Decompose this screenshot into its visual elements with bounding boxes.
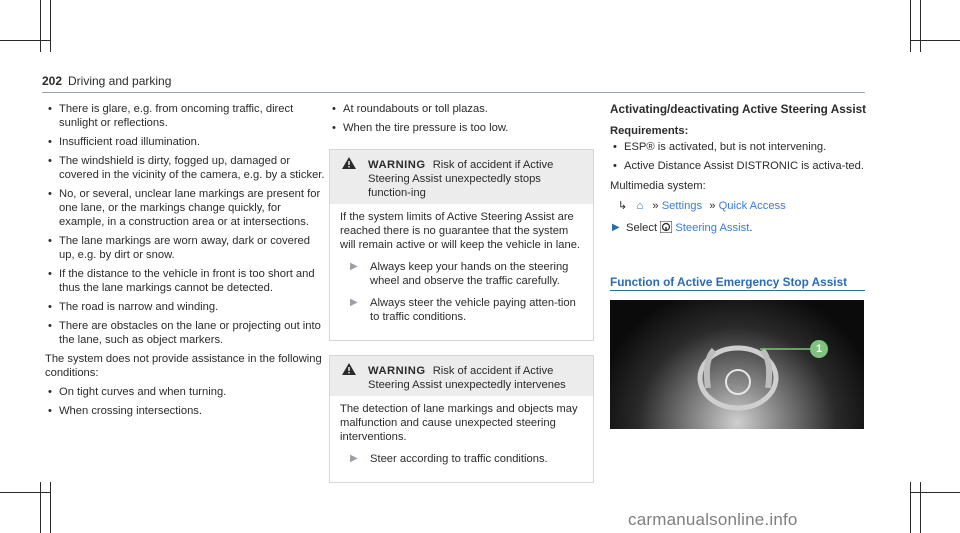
column-1 xyxy=(45,102,327,423)
section-heading: Activating/deactivating Active Steering Assist xyxy=(610,102,867,116)
heading-rule xyxy=(610,290,865,291)
double-chevron-icon: » xyxy=(709,200,716,212)
warning-body xyxy=(330,204,593,340)
warning-triangle-icon xyxy=(342,157,356,173)
list-item: • When the tire pressure is too low. xyxy=(332,122,509,134)
crop-mark xyxy=(910,40,960,41)
section-title: Driving and parking xyxy=(68,74,172,88)
list-item: • There is glare, e.g. from oncoming traffic, direct sunlight or reflections. xyxy=(48,103,294,129)
list-item: • The lane markings are worn away, dark or covered up, e.g. by dirt or snow. xyxy=(48,235,311,261)
no-assist-list xyxy=(45,385,327,418)
warning-text: The detection of lane markings and objects may malfunction and cause unexpected steering interventions. xyxy=(340,403,578,443)
steering-assist-icon xyxy=(660,222,675,234)
list-item: • ESP® is activated, but is not intervening. xyxy=(613,141,827,153)
double-chevron-icon: » xyxy=(652,200,659,212)
return-arrow-icon: ↳ xyxy=(618,200,628,212)
menu-path xyxy=(618,199,870,213)
warning-label: WARNING xyxy=(368,159,426,171)
steering-wheel-photo xyxy=(610,300,864,429)
list-item: • Active Distance Assist DISTRONIC is activa-ted. xyxy=(613,160,864,172)
list-item: • If the distance to the vehicle in front is too short and thus the lane markings cannot be detected. xyxy=(48,268,315,294)
column-3 xyxy=(610,102,870,235)
callout-badge: 1 xyxy=(810,340,828,358)
crop-mark xyxy=(910,492,960,493)
home-icon: ⌂ xyxy=(636,200,644,212)
column-2 xyxy=(329,102,594,483)
warning-header xyxy=(330,356,593,396)
warning-text: If the system limits of Active Steering Assist are reached there is no guarantee that the system will remain active or will keep the vehicle in lane. xyxy=(340,211,581,251)
list-item: • There are obstacles on the lane or projecting out into the lane, such as object markers. xyxy=(48,320,321,346)
crop-mark xyxy=(910,0,911,52)
conditions-list xyxy=(45,102,327,347)
requirements-list xyxy=(610,140,870,173)
warning-header xyxy=(330,150,593,204)
list-item: • The road is narrow and winding. xyxy=(48,301,219,313)
list-item: • The windshield is dirty, fogged up, damaged or covered in the vicinity of the camera, e.g. by a sticker. xyxy=(48,155,325,181)
instruction-step: ▶ Always keep your hands on the steering wheel and observe the traffic carefully. xyxy=(350,261,569,287)
crop-mark xyxy=(40,482,41,533)
arrow-step-icon: ▶ xyxy=(350,297,358,308)
page-number: 202 xyxy=(42,74,63,88)
warning-body xyxy=(330,396,593,482)
instruction-step: ▶ Always steer the vehicle paying atten-tion to traffic conditions. xyxy=(350,297,576,323)
warning-box xyxy=(329,149,594,341)
function-heading: Function of Active Emergency Stop Assist xyxy=(610,275,848,289)
conditions-list-continued xyxy=(329,102,594,135)
list-item: • When crossing intersections. xyxy=(48,405,203,417)
multimedia-label: Multimedia system: xyxy=(610,180,706,192)
crop-mark xyxy=(0,40,50,41)
warning-box xyxy=(329,355,594,483)
arrow-step-icon: ▶ xyxy=(350,453,358,464)
crop-mark xyxy=(50,0,51,52)
crop-mark xyxy=(50,482,51,533)
steering-assist-link[interactable]: Steering Assist xyxy=(675,222,750,234)
settings-link[interactable]: Settings xyxy=(661,200,703,212)
list-item: • At roundabouts or toll plazas. xyxy=(332,103,488,115)
warning-label: WARNING xyxy=(368,365,426,377)
select-prefix: Select xyxy=(626,222,658,234)
list-item: • No, or several, unclear lane markings are present for one lane, or the markings change quickly, for example, in a construction area or at intersections. xyxy=(48,188,321,228)
crop-mark xyxy=(40,0,41,52)
crop-mark xyxy=(920,482,921,533)
warning-title: Risk of accident if Active Steering Assist unexpectedly stops function-ing xyxy=(368,159,554,199)
watermark: carmanualsonline.info xyxy=(628,510,798,529)
list-item: • Insufficient road illumination. xyxy=(48,136,200,148)
crop-mark xyxy=(0,492,50,493)
paragraph: The system does not provide assistance in the following conditions: xyxy=(45,353,322,379)
header-rule xyxy=(42,92,865,93)
warning-triangle-icon xyxy=(342,363,356,379)
warning-title: Risk of accident if Active Steering Assist unexpectedly intervenes xyxy=(368,365,566,391)
select-step: ▶ Select Steering Assist. xyxy=(612,222,753,234)
crop-mark xyxy=(910,482,911,533)
arrow-step-icon: ▶ xyxy=(612,222,620,233)
requirements-label: Requirements: xyxy=(610,125,689,137)
instruction-step: ▶ Steer according to traffic conditions. xyxy=(350,453,548,465)
arrow-step-icon: ▶ xyxy=(350,261,358,272)
quick-access-link[interactable]: Quick Access xyxy=(718,200,786,212)
list-item: • On tight curves and when turning. xyxy=(48,386,227,398)
crop-mark xyxy=(920,0,921,52)
